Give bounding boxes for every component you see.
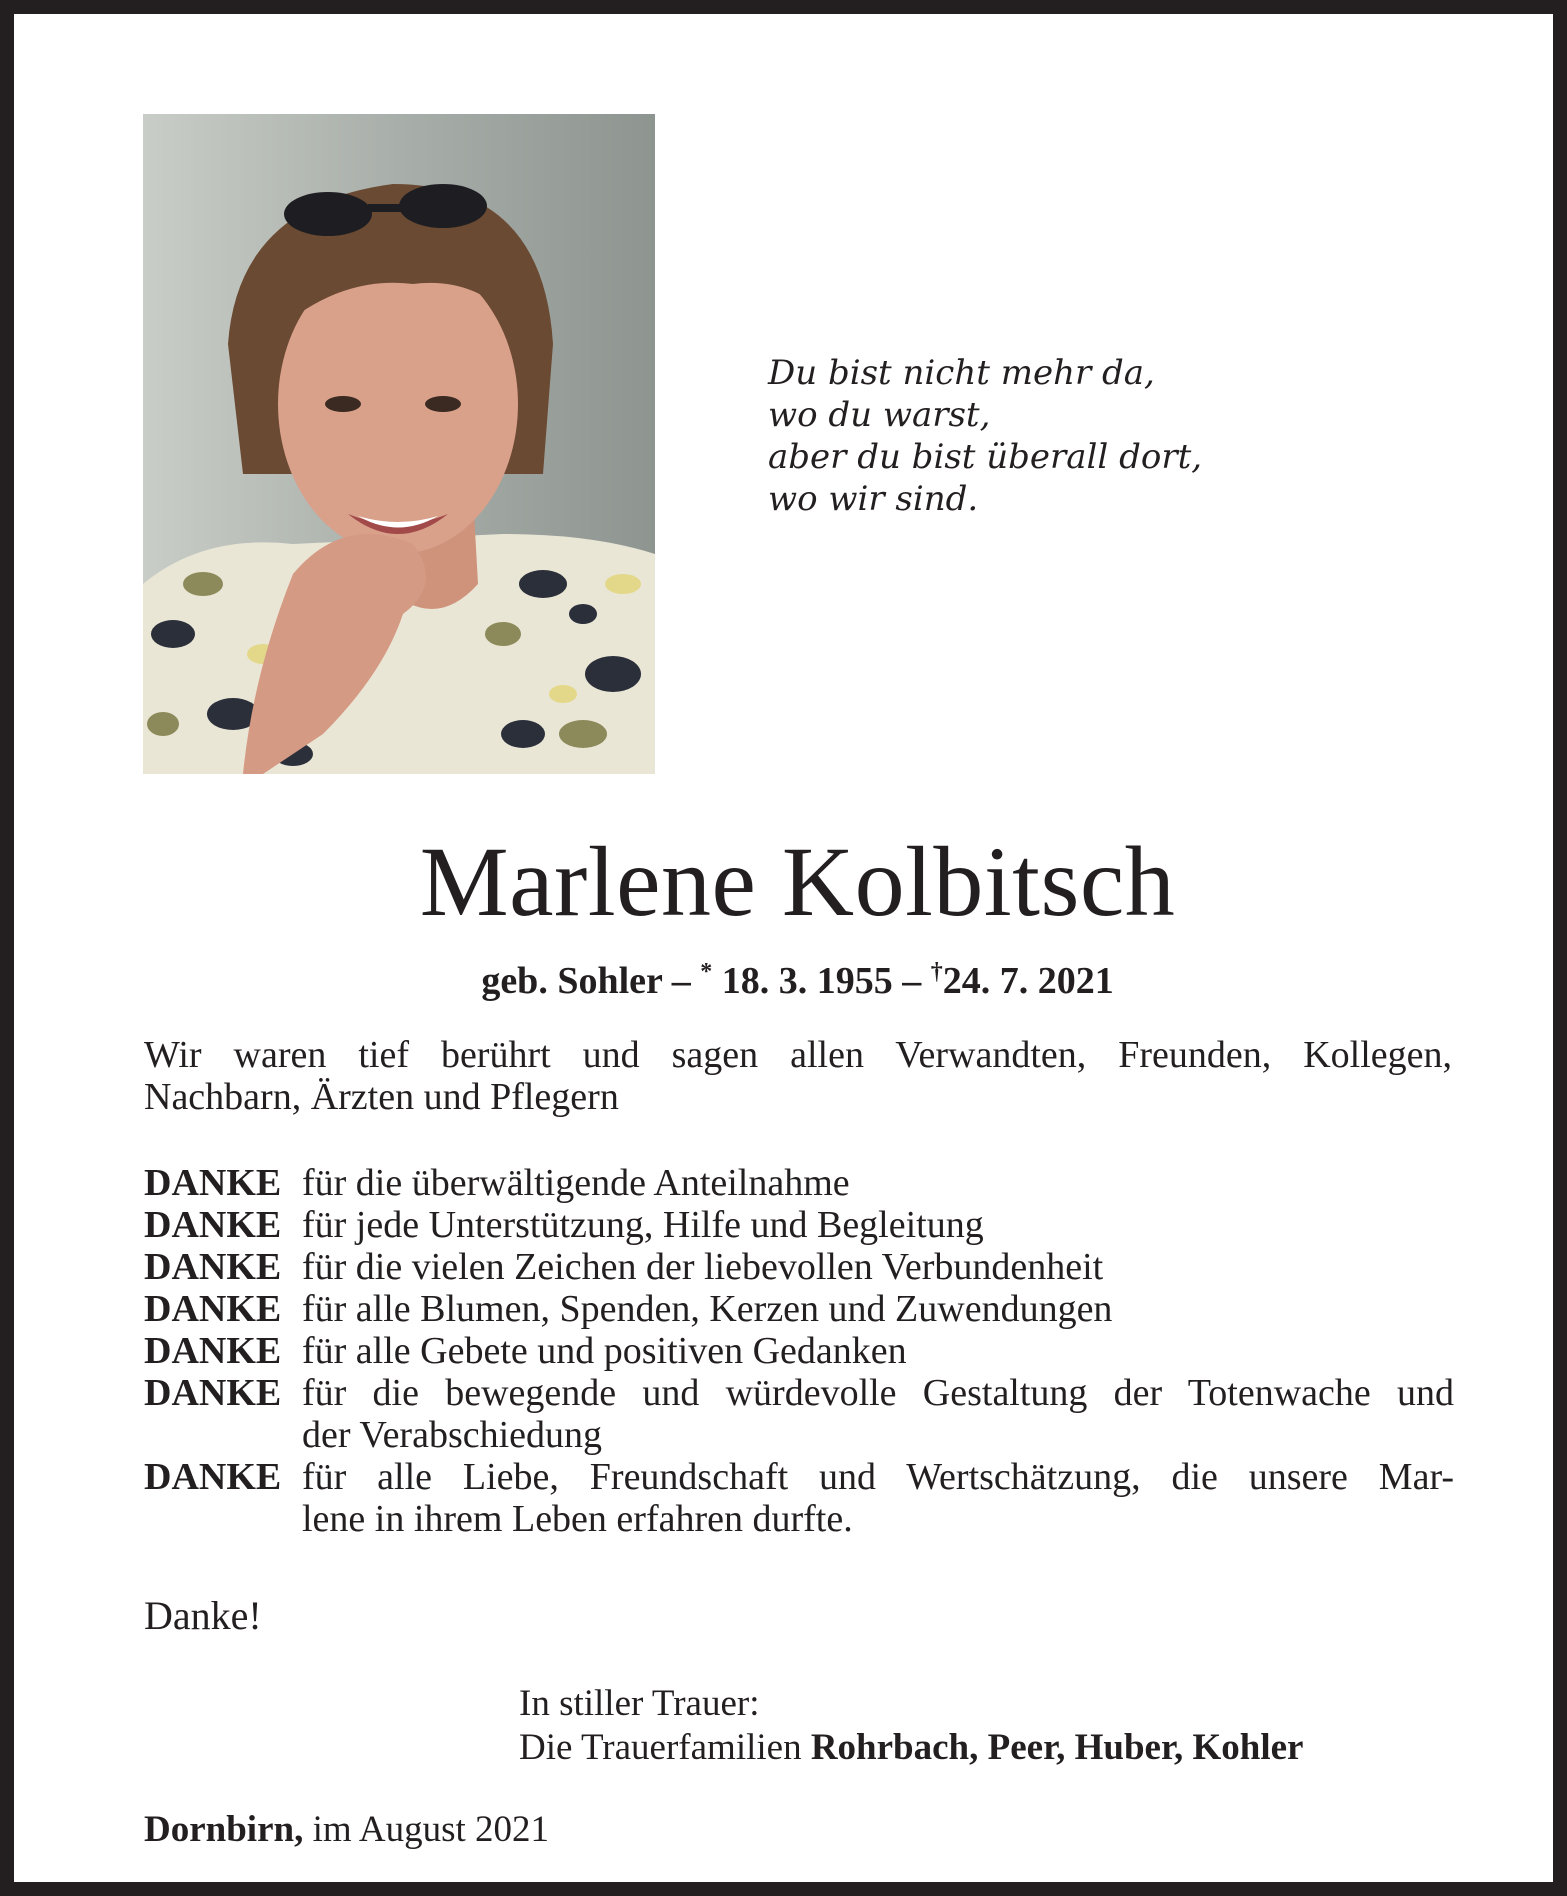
thanks-text-line: lene in ihrem Leben erfahren durfte. <box>302 1498 853 1540</box>
thanks-text <box>302 1372 1454 1456</box>
thanks-text-line: für die bewegende und würdevolle Gestaltung der Totenwache und <box>302 1372 1454 1414</box>
thanks-keyword: DANKE <box>144 1372 282 1414</box>
quote-line: wo wir sind. <box>768 479 979 519</box>
thanks-text: für alle Blumen, Spenden, Kerzen und Zuwendungen <box>302 1288 1113 1330</box>
family-names: Rohrbach, Peer, Huber, Kohler <box>810 1727 1304 1768</box>
thanks-text: für die überwältigende Anteilnahme <box>302 1162 850 1204</box>
deceased-name: Marlene Kolbitsch <box>419 826 1176 937</box>
thanks-keyword: DANKE <box>144 1162 282 1204</box>
mourning-signature <box>519 1682 1303 1770</box>
thanks-text-line: der Verabschiedung <box>302 1414 603 1456</box>
thanks-item <box>144 1204 1454 1246</box>
closing-thanks: Danke! <box>144 1593 262 1638</box>
thanks-item <box>144 1456 1454 1540</box>
date-separator: – <box>662 960 701 1002</box>
thanks-text: für jede Unterstützung, Hilfe und Begleitung <box>302 1204 984 1246</box>
portrait-icon <box>143 114 655 774</box>
date: im August 2021 <box>303 1809 549 1850</box>
thanks-text: für die vielen Zeichen der liebevollen Verbundenheit <box>302 1246 1104 1288</box>
thanks-item <box>144 1246 1454 1288</box>
portrait-photo <box>143 114 655 774</box>
thanks-item <box>144 1162 1454 1204</box>
thanks-keyword: DANKE <box>144 1246 282 1288</box>
mourning-line: In stiller Trauer: <box>519 1683 760 1724</box>
quote-line: aber du bist überall dort, <box>768 437 1203 477</box>
life-dates <box>14 948 1567 1005</box>
thanks-keyword: DANKE <box>144 1204 282 1246</box>
thanks-keyword: DANKE <box>144 1456 282 1498</box>
mourning-families-line <box>519 1726 1303 1770</box>
death-date: 24. 7. 2021 <box>942 960 1114 1002</box>
death-symbol: † <box>930 959 943 985</box>
families-prefix: Die Trauerfamilien <box>519 1727 811 1768</box>
thanks-keyword: DANKE <box>144 1330 282 1372</box>
thanks-text: für alle Gebete und positiven Gedanken <box>302 1330 907 1372</box>
place: Dornbirn, <box>144 1809 304 1850</box>
thanks-list <box>144 1162 1454 1540</box>
intro-line: Nachbarn, Ärzten und Pflegern <box>144 1076 619 1118</box>
memorial-quote <box>768 352 1202 520</box>
place-date <box>144 1808 549 1852</box>
thanks-text-line: für alle Liebe, Freundschaft und Wertschätzung, die unsere Mar- <box>302 1456 1454 1498</box>
thanks-keyword: DANKE <box>144 1288 282 1330</box>
intro-line: Wir waren tief berührt und sagen allen Verwandten, Freunden, Kollegen, <box>144 1034 1452 1076</box>
birth-symbol: * <box>700 959 713 985</box>
quote-line: Du bist nicht mehr da, <box>768 353 1155 393</box>
maiden-name: geb. Sohler <box>481 960 663 1002</box>
thanks-item <box>144 1330 1454 1372</box>
intro-text <box>144 1034 1452 1118</box>
thanks-item <box>144 1372 1454 1456</box>
quote-line: wo du warst, <box>768 395 991 435</box>
thanks-item <box>144 1288 1454 1330</box>
date-separator: – <box>892 960 931 1002</box>
thanks-text <box>302 1456 1454 1540</box>
birth-date: 18. 3. 1955 <box>712 960 893 1002</box>
